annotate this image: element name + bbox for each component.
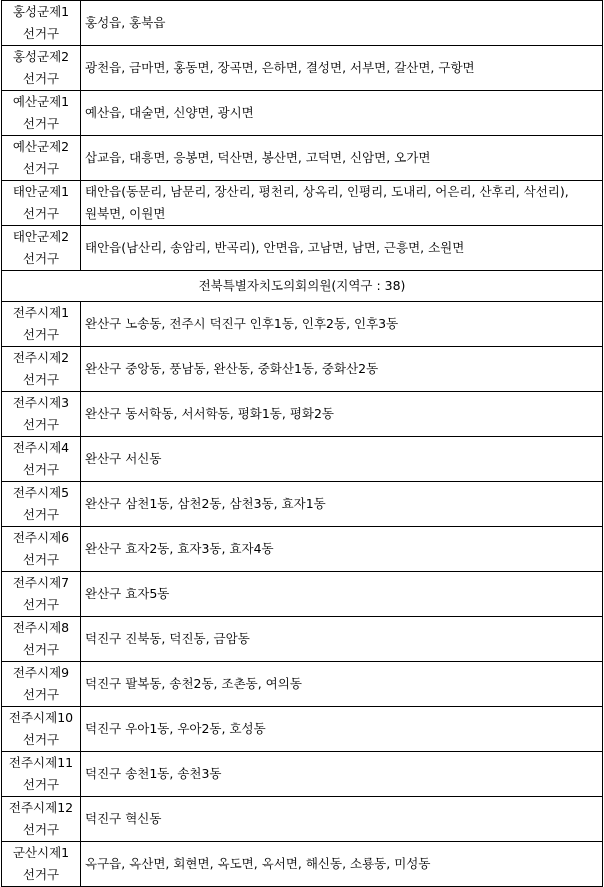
district-name: 태안군제2 선거구: [2, 226, 81, 271]
district-areas: 완산구 서신동: [81, 437, 603, 482]
district-areas: 삽교읍, 대흥면, 응봉면, 덕산면, 봉산면, 고덕면, 신암면, 오가면: [81, 136, 603, 181]
table-row: [2, 572, 603, 617]
table-row: [2, 707, 603, 752]
district-areas: 완산구 노송동, 전주시 덕진구 인후1동, 인후2동, 인후3동: [81, 302, 603, 347]
table-row: [2, 437, 603, 482]
district-name: 예산군제1 선거구: [2, 91, 81, 136]
district-areas: 예산읍, 대술면, 신양면, 광시면: [81, 91, 603, 136]
district-areas: 완산구 삼천1동, 삼천2동, 삼천3동, 효자1동: [81, 482, 603, 527]
district-name: 전주시제7 선거구: [2, 572, 81, 617]
table-row: [2, 392, 603, 437]
district-name: 전주시제11 선거구: [2, 752, 81, 797]
district-areas: 홍성읍, 홍북읍: [81, 1, 603, 46]
table-row: [2, 302, 603, 347]
district-name: 전주시제5 선거구: [2, 482, 81, 527]
district-areas: 태안읍(동문리, 남문리, 장산리, 평천리, 상옥리, 인평리, 도내리, 어은리, 산후리, 삭선리), 원북면, 이원면: [81, 181, 603, 226]
district-areas: 덕진구 진북동, 덕진동, 금암동: [81, 617, 603, 662]
table-row: [2, 752, 603, 797]
table-row: [2, 527, 603, 572]
district-name: 태안군제1 선거구: [2, 181, 81, 226]
district-name: 전주시제1 선거구: [2, 302, 81, 347]
district-name: 홍성군제1 선거구: [2, 1, 81, 46]
district-areas: 광천읍, 금마면, 홍동면, 장곡면, 은하면, 결성면, 서부면, 갈산면, 구항면: [81, 46, 603, 91]
district-areas: 덕진구 팔복동, 송천2동, 조촌동, 여의동: [81, 662, 603, 707]
district-areas: 덕진구 혁신동: [81, 797, 603, 842]
district-name: 전주시제2 선거구: [2, 347, 81, 392]
district-name: 전주시제3 선거구: [2, 392, 81, 437]
district-name: 예산군제2 선거구: [2, 136, 81, 181]
bottom-rows: [2, 302, 603, 887]
section-rows: [2, 271, 603, 302]
district-areas: 태안읍(남산리, 송암리, 반곡리), 안면읍, 고남면, 남면, 근흥면, 소원면: [81, 226, 603, 271]
table-row: [2, 91, 603, 136]
district-areas: 덕진구 송천1동, 송천3동: [81, 752, 603, 797]
district-name: 전주시제9 선거구: [2, 662, 81, 707]
district-name: 전주시제6 선거구: [2, 527, 81, 572]
district-name: 전주시제4 선거구: [2, 437, 81, 482]
table-row: [2, 181, 603, 226]
district-name: 전주시제10 선거구: [2, 707, 81, 752]
district-name: 전주시제12 선거구: [2, 797, 81, 842]
district-areas: 덕진구 우아1동, 우아2동, 호성동: [81, 707, 603, 752]
table-row: [2, 842, 603, 887]
table-row: [2, 617, 603, 662]
table-row: [2, 226, 603, 271]
district-areas: 완산구 동서학동, 서서학동, 평화1동, 평화2동: [81, 392, 603, 437]
district-name: 홍성군제2 선거구: [2, 46, 81, 91]
table-row: [2, 797, 603, 842]
district-areas: 완산구 효자5동: [81, 572, 603, 617]
table-row: [2, 136, 603, 181]
top-rows: [2, 1, 603, 271]
section-header-row: [2, 271, 603, 302]
district-name: 군산시제1 선거구: [2, 842, 81, 887]
table-row: [2, 1, 603, 46]
section-title: 전북특별자치도의회의원(지역구 : 38): [2, 271, 603, 302]
table-row: [2, 662, 603, 707]
district-areas: 완산구 효자2동, 효자3동, 효자4동: [81, 527, 603, 572]
table-row: [2, 482, 603, 527]
district-name: 전주시제8 선거구: [2, 617, 81, 662]
district-table: [1, 0, 603, 887]
table-row: [2, 46, 603, 91]
district-areas: 완산구 중앙동, 풍남동, 완산동, 중화산1동, 중화산2동: [81, 347, 603, 392]
table-row: [2, 347, 603, 392]
district-areas: 옥구읍, 옥산면, 회현면, 옥도면, 옥서면, 해신동, 소룡동, 미성동: [81, 842, 603, 887]
